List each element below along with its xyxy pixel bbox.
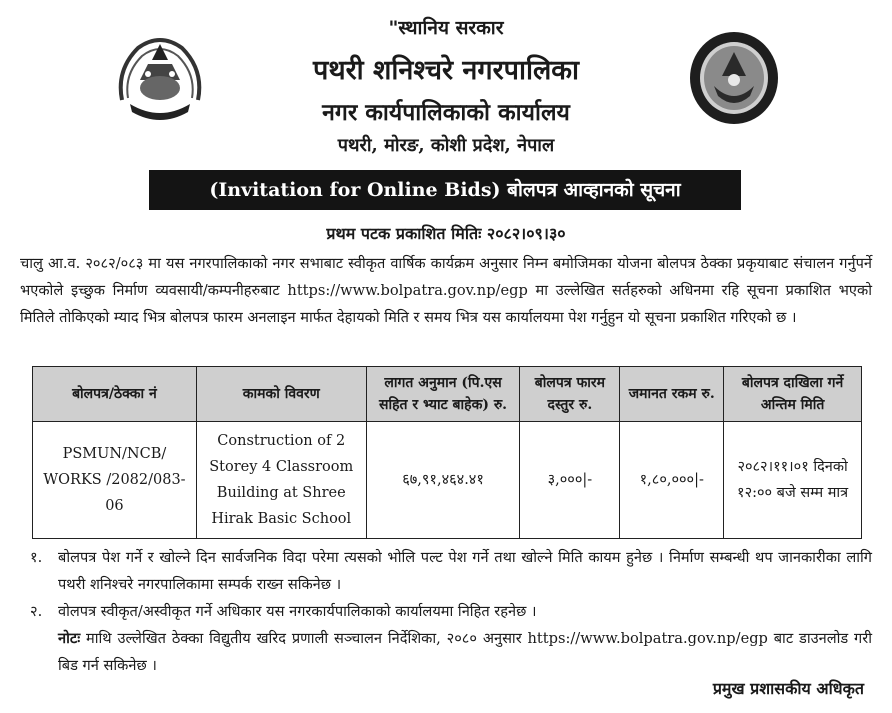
municipality-name: पथरी शनिश्चरे नगरपालिका (312, 55, 579, 86)
note-item (30, 544, 872, 598)
cell-contract-no: PSMUN/NCB/ WORKS /2082/083-06 (33, 422, 197, 539)
header-security-amount: जमानत रकम रु. (620, 367, 724, 422)
notes-section (30, 544, 872, 679)
note-number: १. (30, 549, 43, 566)
table-header-row (33, 367, 862, 422)
cell-description: Construction of 2 Storey 4 Classroom Building at Shree Hirak Basic School (196, 422, 366, 539)
note-text: बोलपत्र पेश गर्ने र खोल्ने दिन सार्वजनिक विदा परेमा त्यसको भोलि पल्ट पेश गर्ने तथा खोल्ने मिति कायम हुनेछ । निर्माण सम्बन्धी थप जानकारीका लागि पथरी शनिश्चरे नगरपालिकामा सम्पर्क राख्न सकिनेछ । (58, 549, 872, 593)
note-label: नोटः (58, 630, 81, 647)
intro-paragraph: चालु आ.व. २०८२/०८३ मा यस नगरपालिकाको नगर सभाबाट स्वीकृत वार्षिक कार्यक्रम अनुसार निम्न बमोजिमका योजना बोलपत्र ठेक्का प्रकृयाबाट संचालन गर्नुपर्ने भएकोले इच्छुक निर्माण व्यवसायी/कम्पनीहरुबाट https://www.bolpatra.gov.np/egp मा उल्लेखित सर्तहरुको अधिनमा रहि सूचना प्रकाशित भएको मितिले तोकिएको म्याद भित्र बोलपत्र फारम अनलाइन मार्फत देहायको मिति र समय भित्र यस कार्यालयमा पेश गर्नुहुन यो सूचना प्रकाशित गरिएको छ । (20, 255, 872, 326)
local-government-label: "स्थानिय सरकार (388, 17, 504, 39)
publication-date: प्रथम पटक प्रकाशित मितिः २०८२।०९।३० (326, 224, 566, 243)
header-contract-no: बोलपत्र/ठेक्का नं (33, 367, 197, 422)
note-text: वोलपत्र स्वीकृत/अस्वीकृत गर्ने अधिकार यस नगरकार्यपालिकाको कार्यालयमा निहित रहनेछ । (58, 603, 537, 620)
note-item (30, 625, 872, 679)
table-row (33, 422, 862, 539)
note-number: २. (30, 603, 43, 620)
header-deadline: बोलपत्र दाखिला गर्ने अन्तिम मिति (724, 367, 862, 422)
note-item (30, 598, 872, 625)
cell-security-amount: १,८०,०००|- (620, 422, 724, 539)
download-note-text: माथि उल्लेखित ठेक्का विद्युतीय खरिद प्रणाली सञ्चालन निर्देशिका, २०८० अनुसार https://www.bolpatra.gov.np/egp बाट डाउनलोड गरी बिड गर्न सकिनेछ । (58, 630, 872, 674)
bid-table (32, 366, 862, 539)
header-form-fee: बोलपत्र फारम दस्तुर रु. (520, 367, 620, 422)
signatory-title: प्रमुख प्रशासकीय अधिकृत (712, 679, 864, 698)
header-description: कामको विवरण (196, 367, 366, 422)
cell-cost-estimate: ६७,९१,४६४.४१ (366, 422, 520, 539)
cell-form-fee: ३,०००|- (520, 422, 620, 539)
header-cost-estimate: लागत अनुमान (पि.एस सहित र भ्याट बाहेक) रु. (366, 367, 520, 422)
office-name: नगर कार्यपालिकाको कार्यालय (322, 99, 570, 126)
cell-deadline: २०८२।११।०१ दिनको १२:०० बजे सम्म मात्र (724, 422, 862, 539)
notice-title-banner: (Invitation for Online Bids) बोलपत्र आव्हानको सूचना (149, 170, 741, 210)
office-address: पथरी, मोरङ, कोशी प्रदेश, नेपाल (337, 135, 555, 156)
